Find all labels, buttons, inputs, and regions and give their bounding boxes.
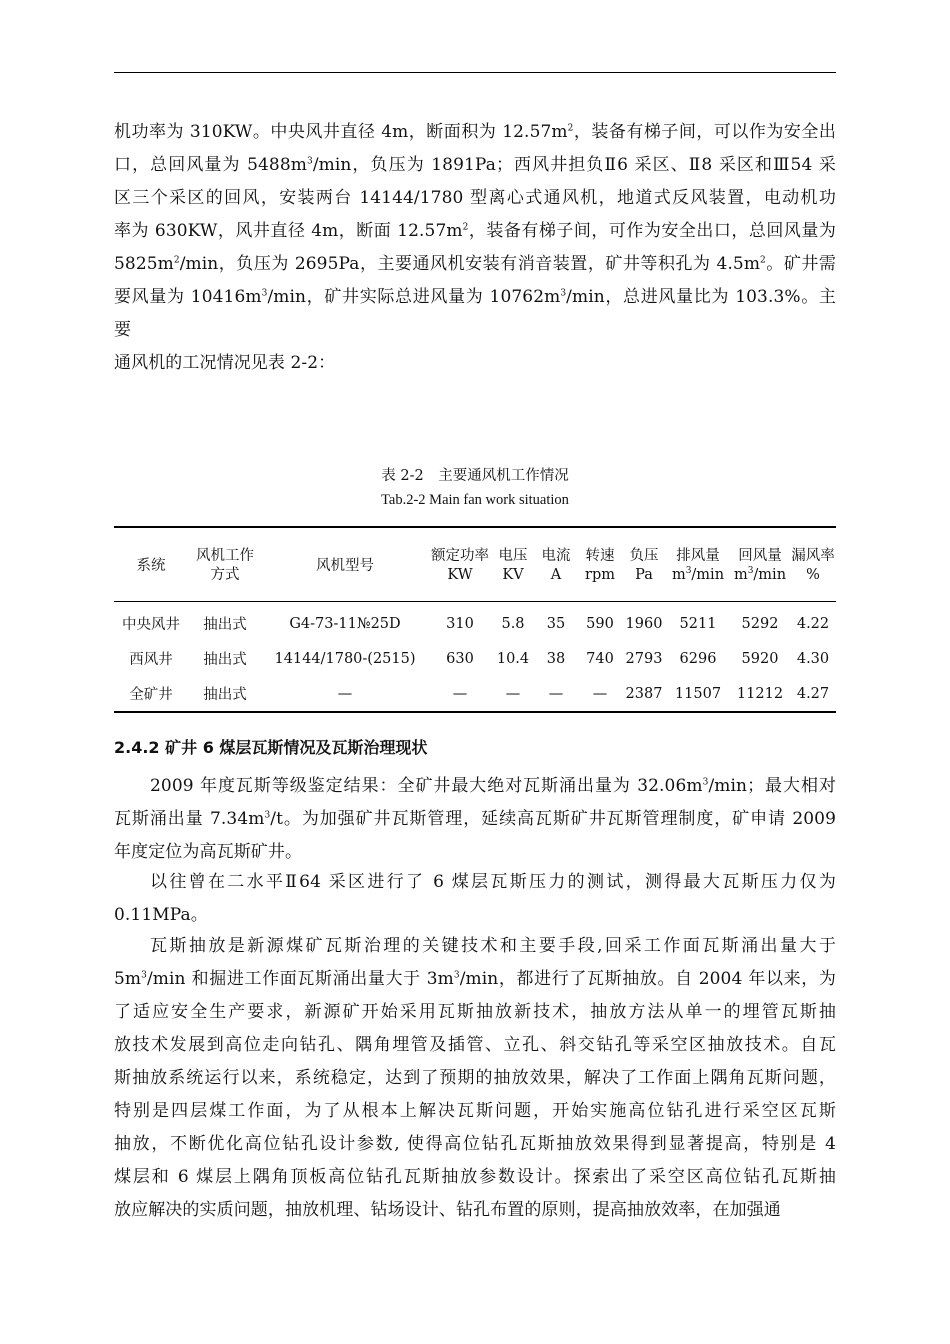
paragraph-2-line: 瓦斯抽放是新源煤矿瓦斯治理的关键技术和主要手段,回采工作面瓦斯涌出量大于 <box>150 936 836 956</box>
table-cell: 630 <box>446 650 474 667</box>
column-header: 转速 rpm <box>585 548 615 583</box>
paragraph-2-line: 放应解决的实质问题，抽放机理、钻场设计、钻孔布置的原则，提高抽放效率，在加强通 <box>114 1200 781 1220</box>
table-cell: 14144/1780-(2515) <box>274 650 416 667</box>
table-cell: 310 <box>446 615 474 632</box>
paragraph-0-line: 年度定位为高瓦斯矿井。 <box>114 842 303 862</box>
paragraph-1-line: 0.11MPa。 <box>114 905 208 925</box>
paragraph-0-line: 瓦斯涌出量 $7.34m^3/t$。为加强矿井瓦斯管理，延续高瓦斯矿井瓦斯管理制度，矿申请 2009 <box>114 809 836 829</box>
paragraph-intro <box>114 116 836 380</box>
table-cell: 11212 <box>736 685 784 702</box>
table-cell: 38 <box>546 650 566 667</box>
paragraph-2-line: 了适应安全生产要求，新源矿开始采用瓦斯抽放新技术，抽放方法从单一的埋管瓦斯抽 <box>114 1002 836 1022</box>
paragraph-2-line: 斯抽放系统运行以来，系统稳定，达到了预期的抽放效果，解决了工作面上隅角瓦斯问题， <box>114 1068 836 1088</box>
table-row <box>114 641 836 676</box>
paragraph-2-line: 特别是四层煤工作面，为了从根本上解决瓦斯问题，开始实施高位钻孔进行采空区瓦斯 <box>114 1101 836 1121</box>
table-cell: 抽出式 <box>203 687 247 703</box>
paragraph-gas-pressure <box>114 866 836 932</box>
table-row <box>114 602 836 642</box>
paragraph-gas-drainage <box>114 930 836 1227</box>
column-header: 排风量 $m^3/\min$ <box>671 548 725 583</box>
table-cell: — <box>337 685 353 702</box>
paragraph-gas-grade <box>114 770 836 869</box>
table-cell: 11507 <box>674 685 722 702</box>
table-cell: 5.8 <box>501 615 525 632</box>
paragraph-intro-line: 率为 630KW，风井直径 4m，断面 $12.57m^2$，装备有梯子间，可作为安全出口，总回风量为 <box>114 221 836 241</box>
table-cell: G4-73-11№25D <box>289 615 401 632</box>
table-cell: 中央风井 <box>122 617 180 633</box>
paragraph-intro-line: 通风机的工况情况见表 2-2： <box>114 353 336 373</box>
paragraph-2-line: 煤层和 6 煤层上隅角顶板高位钻孔瓦斯抽放参数设计。探索出了采空区高位钻孔瓦斯抽 <box>114 1167 836 1187</box>
table-cell: 35 <box>546 615 566 632</box>
table-cell: 10.4 <box>496 650 530 667</box>
table-cell: 4.27 <box>796 685 830 702</box>
table-cell: 5211 <box>679 615 717 632</box>
table-cell: 全矿井 <box>129 687 173 703</box>
paragraph-intro-line: 机功率为 310KW。中央风井直径 4m，断面积为 $12.57m^2$，装备有梯子间，可以作为安全出 <box>114 122 837 142</box>
table-cell: 2793 <box>625 650 663 667</box>
paragraph-intro-line: 要风量为 $10416m^3/\min$，矿井实际总进风量为 $10762m^3/\min$，总进风量比为 103.3%。主要 <box>114 287 836 340</box>
column-header: 风机工作 方式 <box>196 548 254 583</box>
paragraph-0-line: 2009 年度瓦斯等级鉴定结果：全矿井最大绝对瓦斯涌出量为 $32.06m^3/\min$；最大相对 <box>150 776 836 796</box>
table-row <box>114 676 836 712</box>
table-cell: — <box>452 685 468 702</box>
table-cell: 6296 <box>679 650 717 667</box>
column-header: 漏风率 % <box>791 548 835 583</box>
column-header: 负压 Pa <box>629 548 659 583</box>
header-rule <box>114 72 836 73</box>
table-cell: 590 <box>586 615 614 632</box>
table-cell: 抽出式 <box>203 652 247 668</box>
table-cell: — <box>505 685 521 702</box>
table-cell: 4.22 <box>796 615 830 632</box>
column-header: 风机型号 <box>316 557 374 574</box>
table-cell: 西风井 <box>129 652 173 668</box>
section-heading: 2.4.2 矿井 6 煤层瓦斯情况及瓦斯治理现状 <box>114 738 428 757</box>
column-header: 回风量 $m^3/\min$ <box>733 548 787 583</box>
paragraph-intro-line: $5825m^2/\min$，负压为 2695Pa，主要通风机安装有消音装置，矿井等积孔为 $4.5m^2$。矿井需 <box>114 254 836 274</box>
column-header: 额定功率 KW <box>431 548 489 583</box>
table-cell: — <box>548 685 564 702</box>
paragraph-2-line: $5m^3/\min$ 和掘进工作面瓦斯涌出量大于 $3m^3/\min$，都进行了瓦斯抽放。自 2004 年以来，为 <box>114 969 836 989</box>
paragraph-2-line: 放技术发展到高位走向钻孔、隅角埋管及插管、立孔、斜交钻孔等采空区抽放技术。自瓦 <box>114 1035 836 1055</box>
paragraph-2-line: 抽放，不断优化高位钻孔设计参数, 使得高位钻孔瓦斯抽放效果得到显著提高，特别是 4 <box>114 1134 836 1154</box>
table-cell: 5292 <box>741 615 779 632</box>
column-header: 电压 KV <box>498 548 528 583</box>
fan-table <box>114 526 836 713</box>
table-cell: 740 <box>586 650 614 667</box>
paragraph-intro-line: 区三个采区的回风，安装两台 14144/1780 型离心式通风机，地道式反风装置，电动机功 <box>114 188 836 208</box>
column-header: 电流 A <box>541 548 571 583</box>
column-header: 系统 <box>136 557 166 574</box>
table-cell: 2387 <box>625 685 663 702</box>
table-cell: 抽出式 <box>203 617 247 633</box>
paragraph-1-line: 以往曾在二水平Ⅱ64 采区进行了 6 煤层瓦斯压力的测试，测得最大瓦斯压力仅为 <box>150 872 836 892</box>
table-header-row <box>114 527 836 602</box>
paragraph-intro-line: 口，总回风量为 $5488m^3/\min$，负压为 1891Pa；西风井担负Ⅱ6 采区、Ⅱ8 采区和Ⅲ54 采 <box>114 155 836 175</box>
table-cell: 5920 <box>741 650 779 667</box>
table-caption-cn: 表 2-2 主要通风机工作情况 <box>381 468 569 484</box>
table-cell: 4.30 <box>796 650 830 667</box>
table-body <box>114 602 836 713</box>
table-cell: — <box>592 685 608 702</box>
table-cell: 1960 <box>625 615 663 632</box>
table-caption-en: Tab.2-2 Main fan work situation <box>381 492 569 508</box>
